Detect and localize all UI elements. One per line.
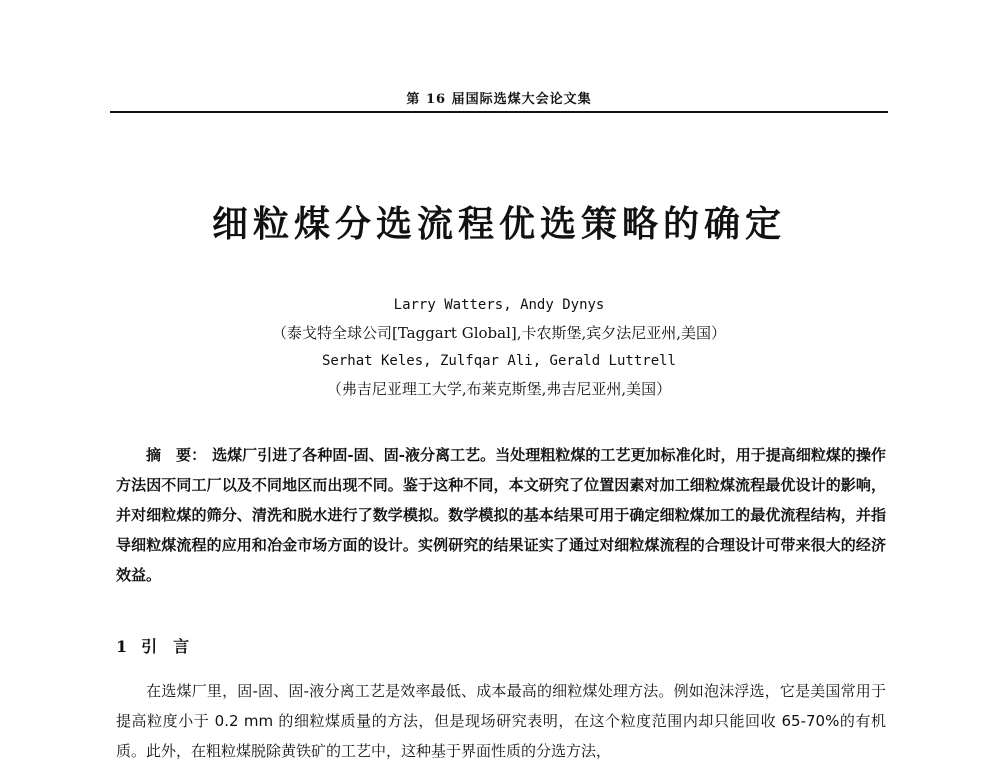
section-number: 1 xyxy=(116,637,128,656)
body-paragraph xyxy=(116,676,886,766)
author-affiliation-2: （弗吉尼亚理工大学,布莱克斯堡,弗吉尼亚州,美国） xyxy=(326,380,672,398)
header-rule xyxy=(110,111,888,113)
author-affiliation-1: （泰戈特全球公司[Taggart Global],卡农斯堡,宾夕法尼亚州,美国） xyxy=(271,324,727,342)
abstract xyxy=(116,440,886,590)
abstract-label: 摘 要： xyxy=(146,446,207,464)
author-names-1: Larry Watters, Andy Dynys xyxy=(393,297,605,313)
paper-title: 细粒煤分选流程优选策略的确定 xyxy=(211,203,786,245)
running-head: 第 16 届国际选煤大会论文集 xyxy=(406,92,592,107)
section-heading xyxy=(116,634,189,657)
body-paragraph-text: 在选煤厂里，固-固、固-液分离工艺是效率最低、成本最高的细粒煤处理方法。例如泡沫浮选，它是美国常用于提高粒度小于 0.2 mm 的细粒煤质量的方法，但是现场研究表明，在这个粒度范围内却只能回收 65-70%的有机质。此外，在粗粒煤脱除黄铁矿的工艺中，这种基于界面性质的分选方法， xyxy=(116,682,886,760)
author-block xyxy=(110,291,888,403)
abstract-text: 选煤厂引进了各种固-固、固-液分离工艺。当处理粗粒煤的工艺更加标准化时，用于提高细粒煤的操作方法因不同工厂以及不同地区而出现不同。鉴于这种不同，本文研究了位置因素对加工细粒煤流程最优设计的影响，并对细粒煤的筛分、清洗和脱水进行了数学模拟。数学模拟的基本结果可用于确定细粒煤加工的最优流程结构，并指导细粒煤流程的应用和冶金市场方面的设计。实例研究的结果证实了通过对细粒煤流程的合理设计可带来很大的经济效益。 xyxy=(116,446,886,584)
author-names-2: Serhat Keles, Zulfqar Ali, Gerald Luttrell xyxy=(321,353,676,369)
section-title: 引 言 xyxy=(141,637,190,656)
